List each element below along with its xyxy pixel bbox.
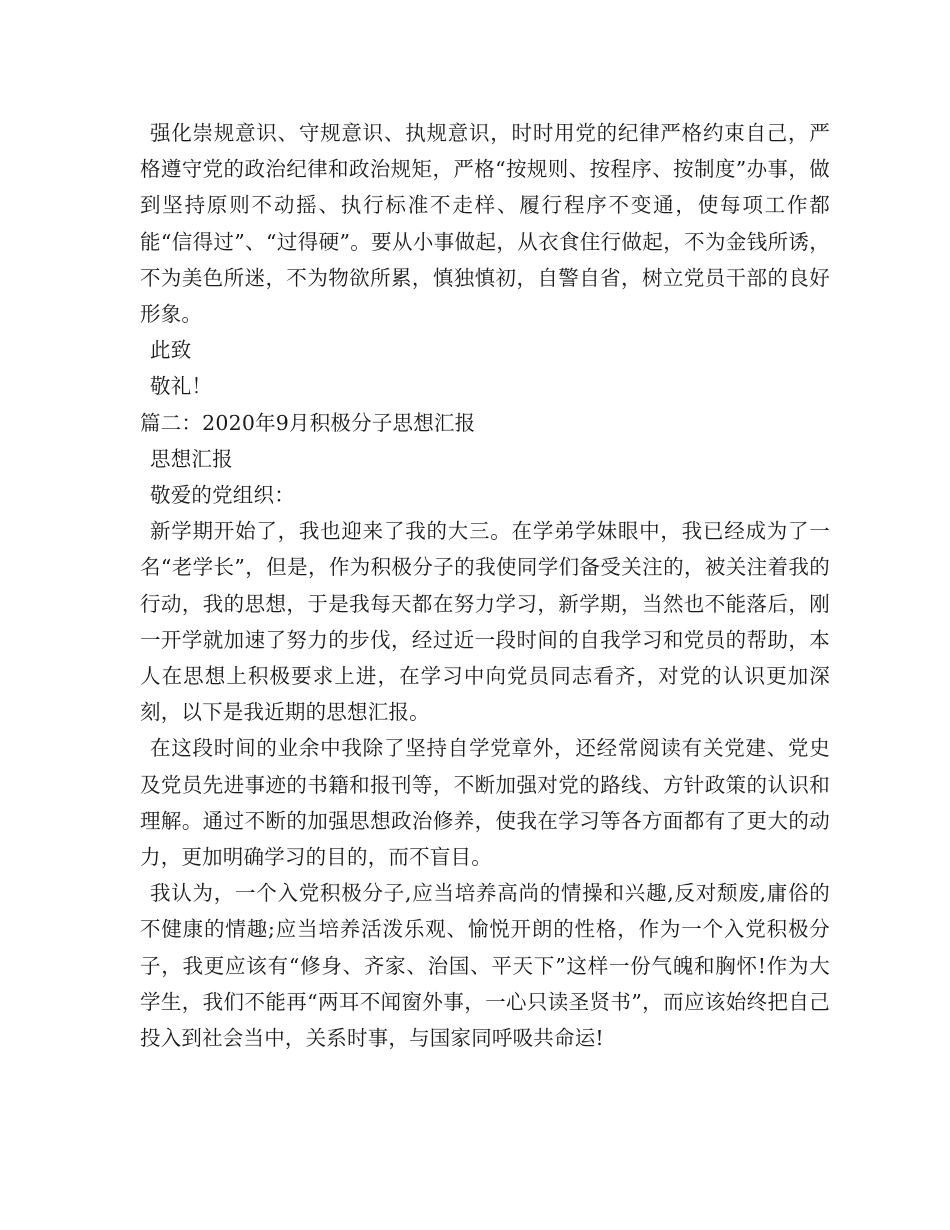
report-title: 思想汇报 [150, 446, 233, 471]
paragraph-new-semester: 新学期开始了，我也迎来了我的大三。在学弟学妹眼中，我已经成为了一名“老学长”，但是，作为积极分子的我使同学们备受关注的，被关注着我的行动，我的思想，于是我每天都在努力学习，新学期，当然也不能落后，刚一开学就加速了努力的步伐，经过近一段时间的自我学习和党员的帮助，本人在思想上积极要求上进，在学习中向党员同志看齐，对党的认识更加深刻，以下是我近期的思想汇报。 [140, 519, 830, 725]
paragraph-opinion: 我认为，一个入党积极分子,应当培养高尚的情操和兴趣,反对颓废,庸俗的不健康的情趣;应当培养活泼乐观、愉悦开朗的性格，作为一个入党积极分子，我更应该有“修身、齐家、治国、平天下”这样一份气魄和胸怀!作为大学生，我们不能再“两耳不闻窗外事，一心只读圣贤书”，而应该始终把自己投入到社会当中，关系时事，与国家同呼吸共命运! [140, 881, 830, 1051]
section-heading: 篇二：2020年9月积极分子思想汇报 [140, 410, 476, 435]
paragraph-discipline: 强化崇规意识、守规意识、执规意识，时时用党的纪律严格约束自己，严格遵守党的政治纪律和政治规矩，严格“按规则、按程序、按制度”办事，做到坚持原则不动摇、执行标准不走样、履行程序不变通，使每项工作都能“信得过”、“过得硬”。要从小事做起，从衣食住行做起，不为金钱所诱，不为美色所迷，不为物欲所累，慎独慎初，自警自省，树立党员干部的良好形象。 [140, 121, 830, 327]
document-body [140, 115, 830, 1056]
closing-salutation: 此致 [150, 338, 192, 363]
closing-regards: 敬礼！ [150, 374, 213, 399]
report-greeting: 敬爱的党组织： [150, 483, 295, 508]
paragraph-self-study: 在这段时间的业余中我除了坚持自学党章外，还经常阅读有关党建、党史及党员先进事迹的书籍和报刊等，不断加强对党的路线、方针政策的认识和理解。通过不断的加强思想政治修养，使我在学习等各方面都有了更大的动力，更加明确学习的目的，而不盲目。 [140, 736, 830, 870]
